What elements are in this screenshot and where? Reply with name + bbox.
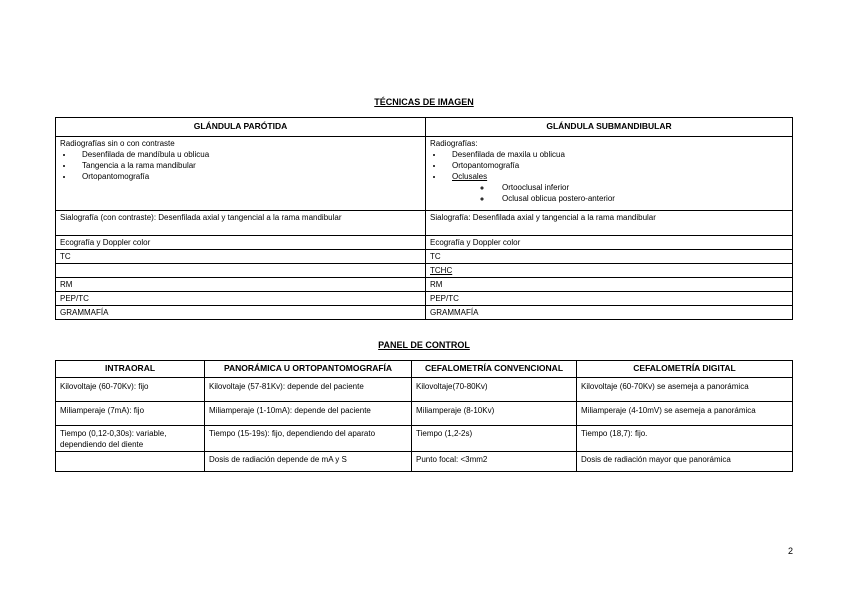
- tecnicas-title: TÉCNICAS DE IMAGEN: [374, 97, 474, 107]
- submandibular-rm: RM: [426, 278, 793, 292]
- table-cell: Kilovoltaje (57-81Kv): depende del paciente: [205, 378, 412, 402]
- table-cell: Tiempo (1,2-2s): [412, 426, 577, 452]
- panel-header-panoramica: PANORÁMICA U ORTOPANTOMOGRAFÍA: [205, 361, 412, 378]
- parotida-rx-list: [60, 149, 421, 182]
- list-item: • Ortopantomografía: [74, 171, 421, 182]
- panel-table: [55, 360, 793, 472]
- panel-header-cefalometria-digital: CEFALOMETRÍA DIGITAL: [577, 361, 793, 378]
- table-cell: [56, 452, 205, 472]
- panel-header-cefalometria-convencional: CEFALOMETRÍA CONVENCIONAL: [412, 361, 577, 378]
- table-cell: Kilovoltaje (60-70Kv) se asemeja a panorámica: [577, 378, 793, 402]
- parotida-radiografias: [56, 137, 426, 211]
- oclusales-list: [430, 182, 788, 204]
- list-item: • Desenfilada de maxila u oblicua: [444, 149, 788, 160]
- parotida-pep: PEP/TC: [56, 292, 426, 306]
- list-item: ◦ Oclusal oblicua postero-anterior: [492, 193, 788, 204]
- parotida-ecografia: Ecografía y Doppler color: [56, 236, 426, 250]
- parotida-rm: RM: [56, 278, 426, 292]
- list-item: • Ortopantomografía: [444, 160, 788, 171]
- parotida-gammagrafia: GRAMMAFÍA: [56, 306, 426, 320]
- panel-title: PANEL DE CONTROL: [378, 340, 470, 350]
- table-cell: Punto focal: <3mm2: [412, 452, 577, 472]
- parotida-sialografia: Sialografía (con contraste): Desenfilada axial y tangencial a la rama mandibular: [56, 211, 426, 236]
- col-parotida-header: GLÁNDULA PARÓTIDA: [56, 118, 426, 137]
- table-cell: Tiempo (15-19s): fijo, dependiendo del aparato: [205, 426, 412, 452]
- table-cell: Dosis de radiación depende de mA y S: [205, 452, 412, 472]
- table-cell: Miliamperaje (1-10mA): depende del paciente: [205, 402, 412, 426]
- submandibular-ecografia: Ecografía y Doppler color: [426, 236, 793, 250]
- table-cell: Kilovoltaje(70-80Kv): [412, 378, 577, 402]
- page-number: 2: [788, 546, 794, 556]
- table-cell: Miliamperaje (8-10Kv): [412, 402, 577, 426]
- table-cell: Tiempo (0,12-0,30s): variable, dependiendo del diente: [56, 426, 205, 452]
- list-item: • Desenfilada de mandíbula u oblicua: [74, 149, 421, 160]
- list-item: • Tangencia a la rama mandibular: [74, 160, 421, 171]
- submandibular-radiografias: [426, 137, 793, 211]
- table-cell: Miliamperaje (7mA): fijo: [56, 402, 205, 426]
- submandibular-sialografia: Sialografía: Desenfilada axial y tangencial a la rama mandibular: [426, 211, 793, 236]
- submandibular-rx-list: [430, 149, 788, 182]
- parotida-rx-title: Radiografías sin o con contraste: [60, 139, 175, 148]
- list-item: ◦ Ortooclusal inferior: [492, 182, 788, 193]
- table-cell: Dosis de radiación mayor que panorámica: [577, 452, 793, 472]
- panel-header-intraoral: INTRAORAL: [56, 361, 205, 378]
- submandibular-gammagrafia: GRAMMAFÍA: [426, 306, 793, 320]
- table-cell: Miliamperaje (4-10mV) se asemeja a panorámica: [577, 402, 793, 426]
- table-cell: Tiempo (18,7): fijo.: [577, 426, 793, 452]
- submandibular-tchc: TCHC: [426, 264, 793, 278]
- submandibular-pep: PEP/TC: [426, 292, 793, 306]
- submandibular-tc: TC: [426, 250, 793, 264]
- col-submandibular-header: GLÁNDULA SUBMANDIBULAR: [426, 118, 793, 137]
- table-cell: Kilovoltaje (60-70Kv): fijo: [56, 378, 205, 402]
- tecnicas-table: [55, 117, 793, 320]
- parotida-tc: TC: [56, 250, 426, 264]
- list-item: • Oclusales: [444, 171, 788, 182]
- submandibular-rx-title: Radiografías:: [430, 139, 478, 148]
- parotida-tchc: [56, 264, 426, 278]
